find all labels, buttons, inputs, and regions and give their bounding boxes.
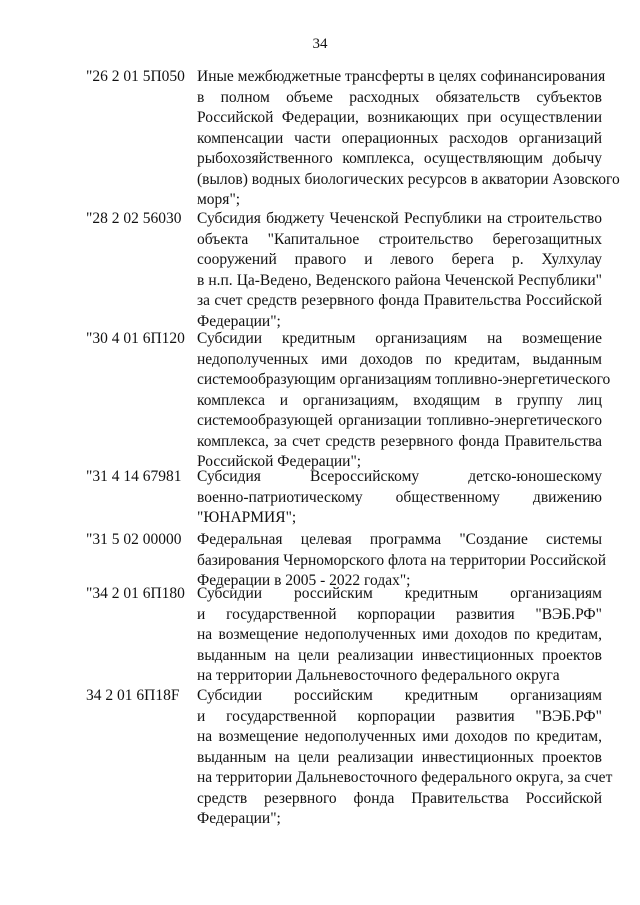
description-line: Федерации в 2005 - 2022 годах"; — [197, 572, 411, 589]
description-line: и государственной корпорации развития "ВЭБ.РФ" — [197, 605, 602, 623]
description-line: военно-патриотическому общественному движению — [197, 488, 602, 506]
description-line: на возмещение недополученных ими доходов по кредитам, — [197, 728, 602, 745]
entry-code: "30 4 01 6П120 — [86, 330, 185, 347]
description-line: Российской Федерации, возникающих при осуществлении — [197, 109, 602, 126]
description-line: Федеральная целевая программа "Создание системы — [197, 531, 602, 548]
description-line: Субсидии российским кредитным организациям — [197, 585, 602, 602]
description-line: на территории Дальневосточного федерального округа, за счет — [197, 769, 613, 786]
description-line: "ЮНАРМИЯ"; — [197, 509, 297, 526]
description-line: моря"; — [197, 191, 241, 208]
page-number: 34 — [312, 36, 328, 52]
description-line: компенсации части операционных расходов организаций — [197, 129, 602, 147]
entry-code: "34 2 01 6П180 — [86, 585, 185, 602]
entry-code: 34 2 01 6П18F — [86, 687, 180, 704]
description-line: в полном объеме расходных обязательств субъектов — [197, 88, 602, 106]
description-line: на возмещение недополученных ими доходов по кредитам, — [197, 626, 602, 643]
description-line: за счет средств резервного фонда Правительства Российской — [197, 292, 602, 309]
description-line: (вылов) водных биологических ресурсов в акватории Азовского — [197, 170, 620, 188]
description-line: рыбохозяйственного комплекса, осуществляющим добычу — [197, 150, 602, 167]
description-line: сооружений правого и левого берега р. Хулхулау — [197, 251, 602, 268]
entry-code: "31 4 14 67981 — [86, 468, 182, 485]
description-line: Субсидии российским кредитным организациям — [197, 687, 602, 704]
description-line: недополученных ими доходов по кредитам, выданным — [197, 350, 602, 368]
entry-code: "26 2 01 5П050 — [86, 68, 185, 85]
description-line: комплекса и организациям, входящим в группу лиц — [197, 391, 602, 409]
entry-code: "31 5 02 00000 — [86, 531, 182, 548]
description-line: системообразующей организации топливно-энергетического — [197, 412, 602, 429]
description-line: Субсидия Всероссийскому детско-юношескому — [197, 468, 602, 485]
description-line: Российской Федерации"; — [197, 453, 362, 470]
description-line: на территории Дальневосточного федерального округа — [197, 667, 560, 684]
description-line: средств резервного фонда Правительства Российской — [197, 789, 602, 807]
entry-description — [197, 329, 611, 473]
description-line: выданным на цели реализации инвестиционных проектов — [197, 748, 602, 766]
description-line: и государственной корпорации развития "ВЭБ.РФ" — [197, 707, 602, 725]
description-line: выданным на цели реализации инвестиционных проектов — [197, 646, 602, 664]
description-line: Иные межбюджетные трансферты в целях софинансирования — [197, 68, 606, 85]
description-line: системообразующим организациям топливно-энергетического — [197, 371, 611, 388]
description-line: Субсидии кредитным организациям на возмещение — [197, 330, 602, 347]
entry-description — [197, 530, 607, 592]
entry-description — [197, 467, 602, 529]
description-line: базирования Черноморского флота на территории Российской — [197, 551, 607, 569]
description-line: в н.п. Ца-Ведено, Веденского района Чеченской Республики" — [197, 271, 602, 289]
description-line: Федерации"; — [197, 810, 281, 827]
entry-description — [197, 209, 602, 332]
entry-description — [197, 67, 620, 211]
entry-code: "28 2 02 56030 — [86, 210, 182, 227]
description-line: Федерации"; — [197, 312, 281, 330]
description-line: объекта "Капитальное строительство берегозащитных — [197, 230, 602, 248]
description-line: Субсидия бюджету Чеченской Республики на строительство — [197, 210, 602, 227]
description-line: комплекса, за счет средств резервного фонда Правительства — [197, 432, 602, 450]
entry-description — [197, 584, 602, 687]
entry-description — [197, 686, 613, 830]
